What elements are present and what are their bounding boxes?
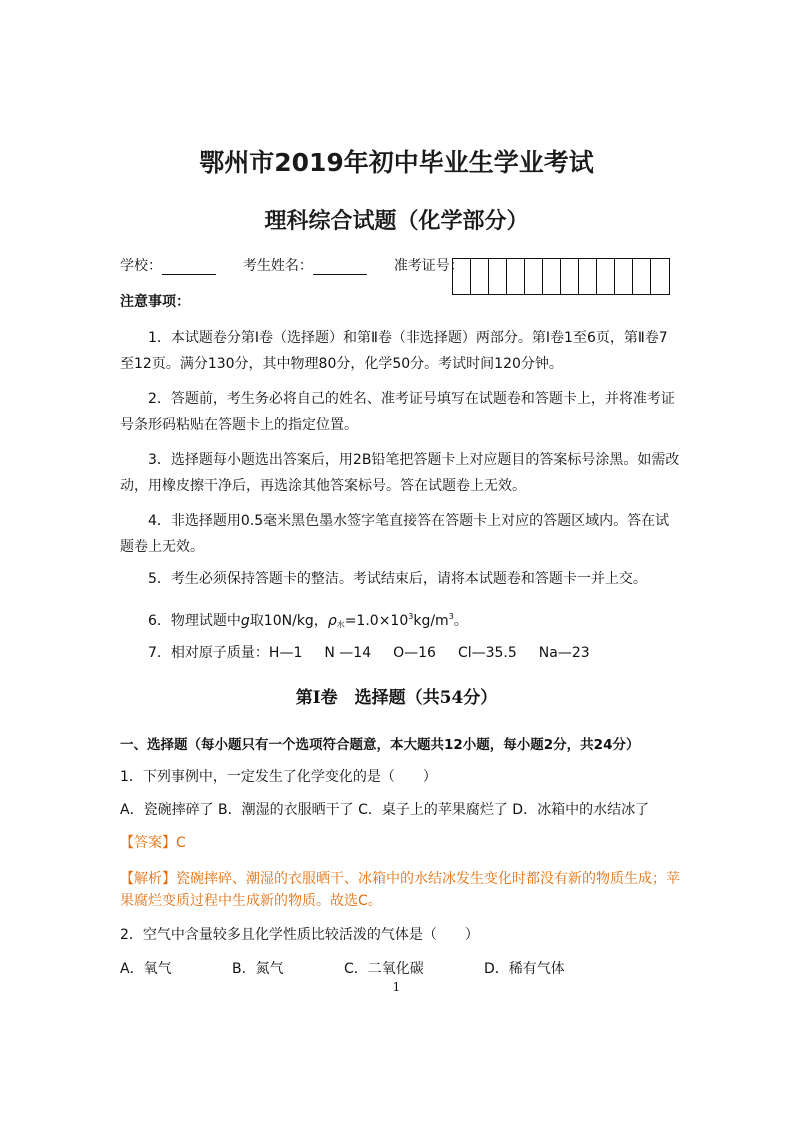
question-2-options: [120, 956, 680, 982]
part-heading: 一、选择题（每小题只有一个选项符合题意，本大题共12小题，每小题2分，共24分）: [120, 737, 640, 753]
note-5: 5．考生必须保持答题卡的整洁。考试结束后，请将本试题卷和答题卡一并上交。: [148, 571, 647, 587]
option-b: B．氮气: [232, 961, 284, 977]
question-1-analysis: 【解析】瓷碗摔碎、潮湿的衣服晒干、冰箱中的水结冰发生变化时都没有新的物质生成；苹果腐烂变质过程中生成新的物质。故选C。: [120, 871, 680, 909]
name-blank[interactable]: [313, 259, 367, 275]
school-label: 学校：: [120, 258, 162, 274]
candidate-info-row: [120, 255, 464, 275]
question-2-stem: 2．空气中含量较多且化学性质比较活泼的气体是（ ）: [120, 927, 479, 943]
note-3: 3．选择题每小题选出答案后，用2B铅笔把答题卡上对应题目的答案标号涂黑。如需改动，用橡皮擦干净后，再选涂其他答案标号。答在试题卷上无效。: [120, 452, 680, 494]
page-number: 1: [392, 980, 401, 994]
atomic-mass: N —14: [324, 645, 372, 661]
section-title: 第Ⅰ卷 选择题（共54分）: [295, 688, 498, 708]
question-1-stem: 1．下列事例中，一定发生了化学变化的是（ ）: [120, 769, 437, 785]
atomic-mass: O—16: [393, 645, 436, 661]
atomic-mass: Cl—35.5: [457, 645, 517, 661]
question-1-answer: 【答案】C: [120, 835, 186, 851]
note-4: 4．非选择题用0.5毫米黑色墨水签字笔直接答在答题卡上对应的答题区域内。答在试题卷上无效。: [120, 513, 670, 555]
id-label: 准考证号：: [393, 258, 464, 274]
page-title: 鄂州市2019年初中毕业生学业考试: [199, 148, 594, 177]
option-d: D．稀有气体: [484, 961, 565, 977]
atomic-mass: Na—23: [538, 645, 590, 661]
atomic-mass: H—1: [268, 645, 303, 661]
notes-heading: 注意事项：: [120, 294, 190, 310]
option-a: A．氧气: [120, 961, 172, 977]
school-blank[interactable]: [162, 259, 216, 275]
question-1-options: A．瓷碗摔碎了 B．潮湿的衣服晒干了 C．桌子上的苹果腐烂了 D．冰箱中的水结冰了: [120, 802, 650, 818]
name-label: 考生姓名：: [242, 258, 313, 274]
option-c: C．二氧化碳: [344, 961, 424, 977]
note-2: 2．答题前，考生务必将自己的姓名、准考证号填写在试题卷和答题卡上，并将准考证号条形码粘贴在答题卡上的指定位置。: [120, 391, 675, 433]
note-7: 7．相对原子质量：H—1 N —14 O—16 Cl—35.5 Na—23: [148, 645, 590, 661]
page-subtitle: 理科综合试题（化学部分）: [264, 209, 529, 234]
note-1: 1．本试题卷分第Ⅰ卷（选择题）和第Ⅱ卷（非选择题）两部分。第Ⅰ卷1至6页，第Ⅱ卷7至12页。满分130分，其中物理80分，化学50分。考试时间120分钟。: [120, 330, 668, 372]
note-6: 6．物理试题中g取10N/kg，$\rho_水=1.0\times 10^3kg/m^3$。: [148, 612, 468, 629]
